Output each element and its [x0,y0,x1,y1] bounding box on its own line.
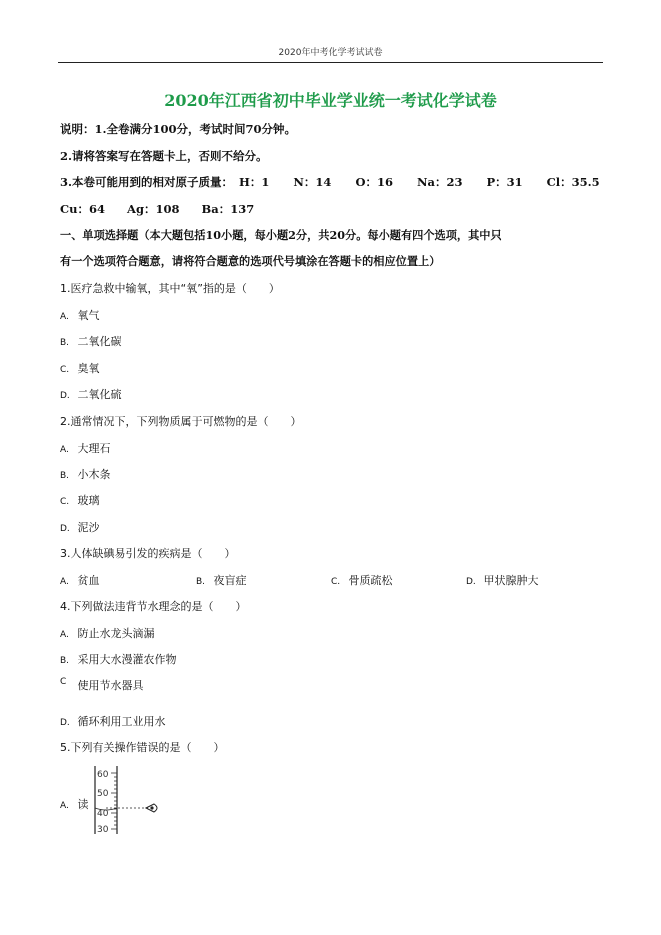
option-letter: D. [60,524,70,534]
atomic-mass-cl: Cl：35.5 [546,175,600,189]
scale-label-40: 40 [97,809,109,819]
option-letter: B. [60,338,70,348]
atomic-mass-h: H：1 [239,175,270,189]
question-1-option-c [60,360,100,376]
graduated-cylinder-figure [88,764,168,836]
scale-label-30: 30 [97,825,109,835]
atomic-mass-ba: Ba：137 [201,202,255,216]
option-text: 玻璃 [77,494,100,507]
question-2-option-d [60,519,100,535]
option-text: 使用节水器具 [77,679,144,692]
atomic-mass-cu: Cu：64 [60,202,106,216]
option-text: 二氧化碳 [77,335,122,348]
instruction-line-4 [60,201,254,217]
option-letter: C. [60,365,70,375]
atomic-mass-p: P：31 [486,175,523,189]
option-text: 氧气 [77,309,100,322]
scale-label-60: 60 [97,770,109,780]
option-text: 贫血 [77,574,100,587]
instruction-line-1: 说明：1.全卷满分100分，考试时间70分钟。 [60,122,297,136]
question-3-option-d [466,572,539,588]
option-text: 二氧化硫 [77,388,122,401]
question-2-stem: 2.通常情况下，下列物质属于可燃物的是（ ） [60,415,302,428]
question-2-option-b [60,466,111,482]
option-letter: A. [60,630,69,640]
question-3-option-c [331,572,393,588]
option-letter: B. [60,656,70,666]
question-2-option-c [60,492,100,508]
question-1-stem: 1.医疗急救中输氧，其中“氧”指的是（ ） [60,282,280,295]
option-letter: C. [331,577,341,587]
question-4-option-c [60,677,144,693]
option-text: 采用大水漫灌农作物 [77,653,177,666]
option-letter: A. [60,801,69,811]
atomic-mass-prefix: 3.本卷可能用到的相对原子质量： [60,175,234,189]
option-letter: A. [60,312,69,322]
section-heading-line-2: 有一个选项符合题意，请将符合题意的选项代号填涂在答题卡的相应位置上） [60,254,441,268]
option-letter: A. [60,577,69,587]
option-text: 泥沙 [77,521,100,534]
header-divider [58,62,603,63]
option-letter: B. [196,577,206,587]
question-2-option-a [60,440,111,456]
page-header-title: 2020年中考化学考试试卷 [278,48,383,58]
question-1-option-d [60,386,122,402]
option-text: 臭氧 [77,362,100,375]
option-text: 读 [77,798,89,811]
question-3-stem: 3.人体缺碘易引发的疾病是（ ） [60,547,236,560]
scale-ticks [111,773,117,829]
option-letter: D. [60,391,70,401]
atomic-mass-ag: Ag：108 [127,202,180,216]
option-text: 甲状腺肿大 [483,574,539,587]
option-text: 防止水龙头滴漏 [77,627,155,640]
atomic-mass-n: N：14 [293,175,332,189]
option-text: 大理石 [77,442,111,455]
option-letter: D. [466,577,476,587]
question-4-option-d [60,713,166,729]
eye-pupil [150,806,153,809]
question-1-option-b [60,333,122,349]
option-letter: C. [60,497,70,507]
exam-title: 2020年江西省初中毕业学业统一考试化学试卷 [164,91,497,110]
option-text: 循环利用工业用水 [77,715,166,728]
atomic-mass-na: Na：23 [417,175,463,189]
atomic-mass-o: O：16 [355,175,393,189]
option-text: 小木条 [77,468,111,481]
question-4-stem: 4.下列做法违背节水理念的是（ ） [60,600,247,613]
section-heading-line-1: 一、单项选择题（本大题包括10小题，每小题2分，共20分。每小题有四个选项，其中只 [60,228,502,242]
instruction-line-3 [60,174,600,190]
question-3-option-b [196,572,247,588]
option-letter: D. [60,718,70,728]
question-1-option-a [60,307,100,323]
scale-label-50: 50 [97,789,109,799]
option-text: 骨质疏松 [348,574,393,587]
question-5-stem: 5.下列有关操作错误的是（ ） [60,741,225,754]
question-5-option-a [60,796,89,812]
question-4-option-a [60,625,155,641]
question-4-option-b [60,651,177,667]
instruction-line-2: 2.请将答案写在答题卡上，否则不给分。 [60,149,268,163]
option-letter: B. [60,471,70,481]
option-letter: C [60,677,67,687]
option-letter: A. [60,445,69,455]
question-3-option-a [60,572,100,588]
option-text: 夜盲症 [213,574,247,587]
